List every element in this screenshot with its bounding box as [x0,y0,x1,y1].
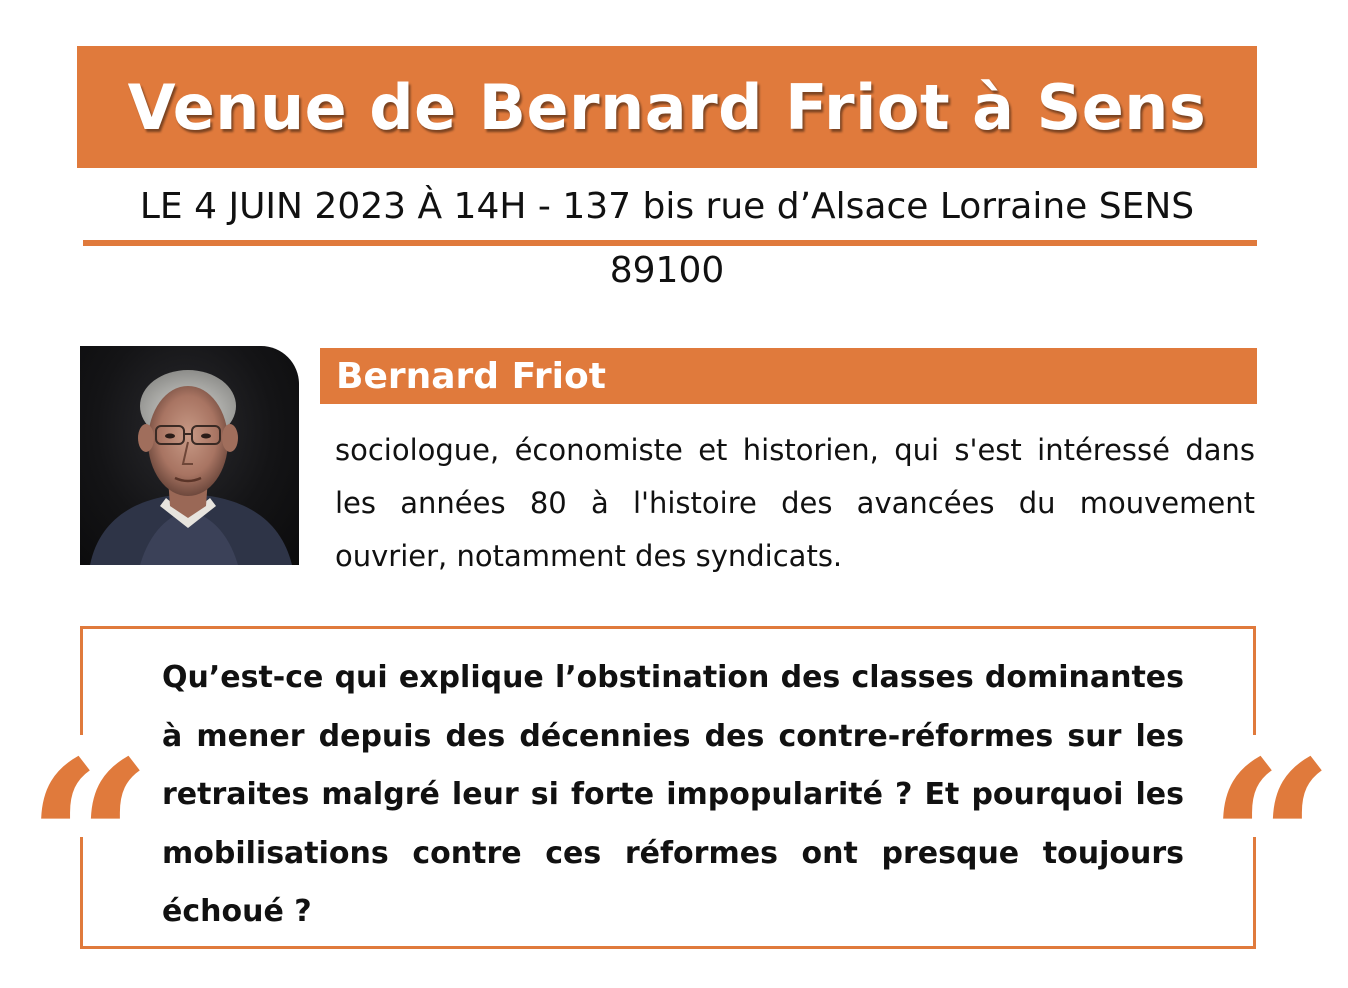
event-postal-code: 89100 [609,250,725,291]
title-banner [77,46,1257,168]
event-date-address: LE 4 JUIN 2023 À 14H - 137 bis rue d’Alsace Lorraine SENS [139,186,1195,227]
open-quote-icon: “ [26,712,153,971]
speaker-name-bar [320,348,1257,404]
page-title: Venue de Bernard Friot à Sens [127,70,1207,144]
quote-text: Qu’est-ce qui explique l’obstination des classes dominantes à mener depuis des décennies des contre-réformes sur les retraites malgré leur si forte impopularité ? Et pourquoi les mobilisations contre ces réformes ont presque toujours échoué ? [162,660,1184,929]
speaker-bio: sociologue, économiste et historien, qui s'est intéressé dans les années 80 à l'histoire des avancées du mouvement ouvrier, notamment des syndicats. [335,433,1255,573]
close-quote-icon: “ [1208,712,1335,971]
portrait-image [80,346,299,565]
divider [83,240,1257,246]
speaker-portrait [80,346,299,565]
speaker-name: Bernard Friot [336,355,606,397]
